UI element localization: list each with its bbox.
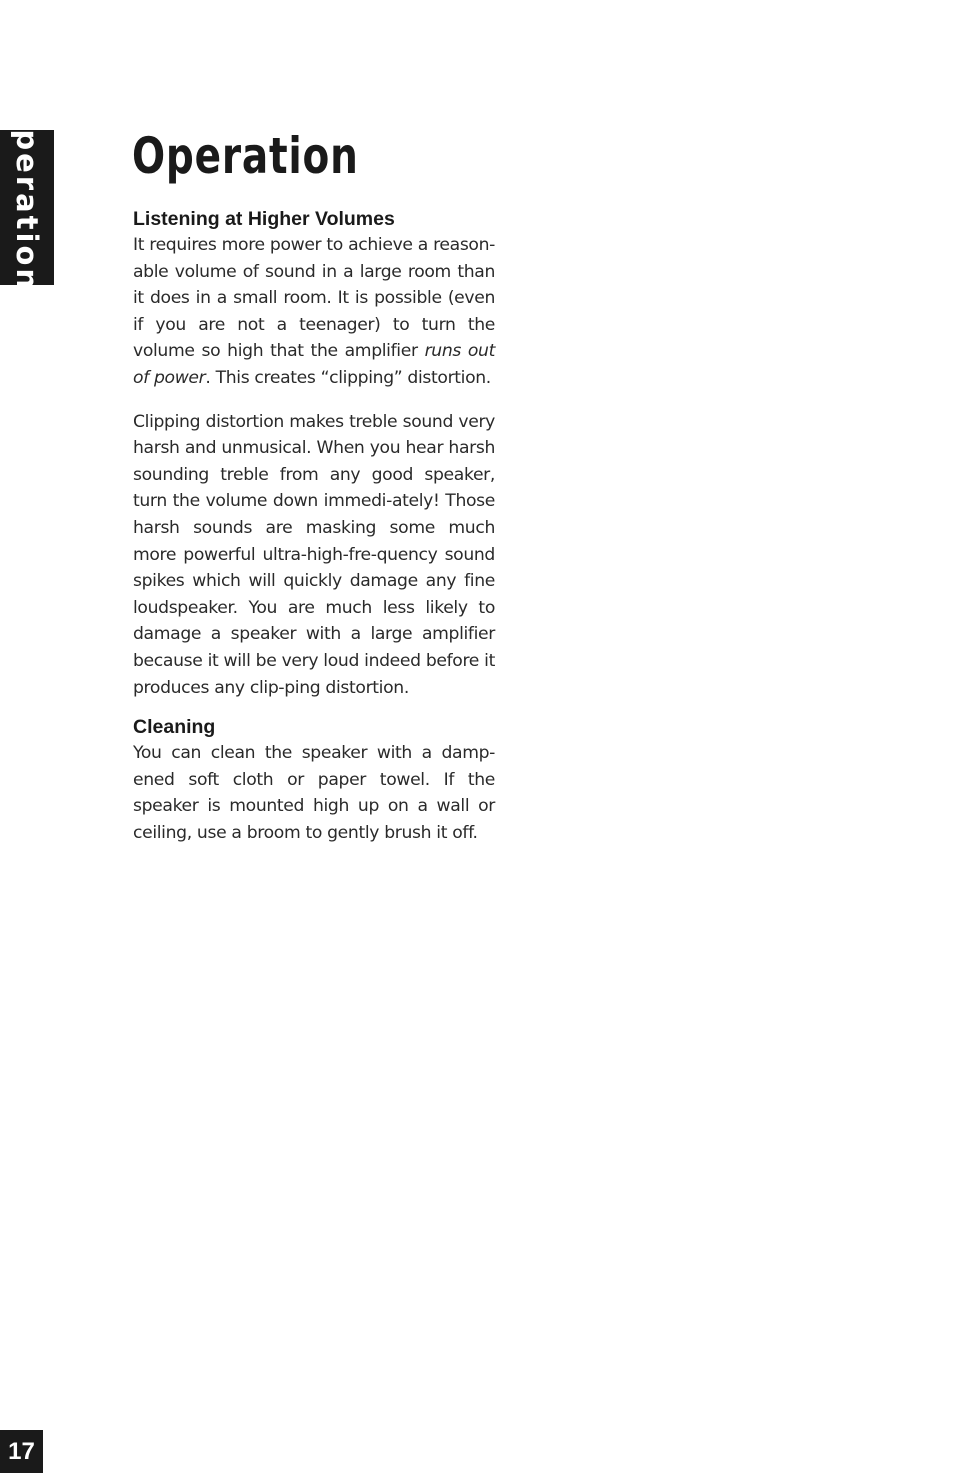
- paragraph-clipping: Clipping distortion makes treble sound very harsh and unmusical. When you hear harsh sounding treble from any good speaker, turn the volume down immedi-ately! Those harsh sounds are masking some much more powerful ultra-high-fre-quency sound spikes which will quickly damage any fine loudspeaker. You are much less likely to damage a speaker with a large amplifier because it will be very loud indeed before it produces any clip-ping distortion.: [133, 411, 495, 698]
- spacer: [133, 392, 495, 409]
- paragraph-power: [133, 232, 495, 392]
- page-number: 17: [0, 1430, 43, 1473]
- page-title: Operation: [132, 127, 359, 185]
- paragraph-power-text: It requires more power to achieve a reason-able volume of sound in a large room than it does in a small room. It is possible (even if you are not a teenager) to turn the volume so high that the amplifier: [133, 235, 495, 362]
- paragraph-power-emphasis: runs out of power: [133, 341, 495, 388]
- paragraph-cleaning: You can clean the speaker with a damp-ened soft cloth or paper towel. If the speaker is mounted high up on a wall or ceiling, use a broom to gently brush it off.: [133, 743, 495, 843]
- main-content: [133, 206, 495, 846]
- section-heading-cleaning: Cleaning: [133, 716, 216, 739]
- section-heading-listening: Listening at Higher Volumes: [133, 208, 395, 230]
- paragraph-power-text-end: . This creates “clipping” distortion.: [205, 367, 491, 388]
- spacer: [133, 701, 495, 714]
- section-side-tab: [0, 101, 54, 313]
- side-tab-label: Operations: [10, 101, 44, 313]
